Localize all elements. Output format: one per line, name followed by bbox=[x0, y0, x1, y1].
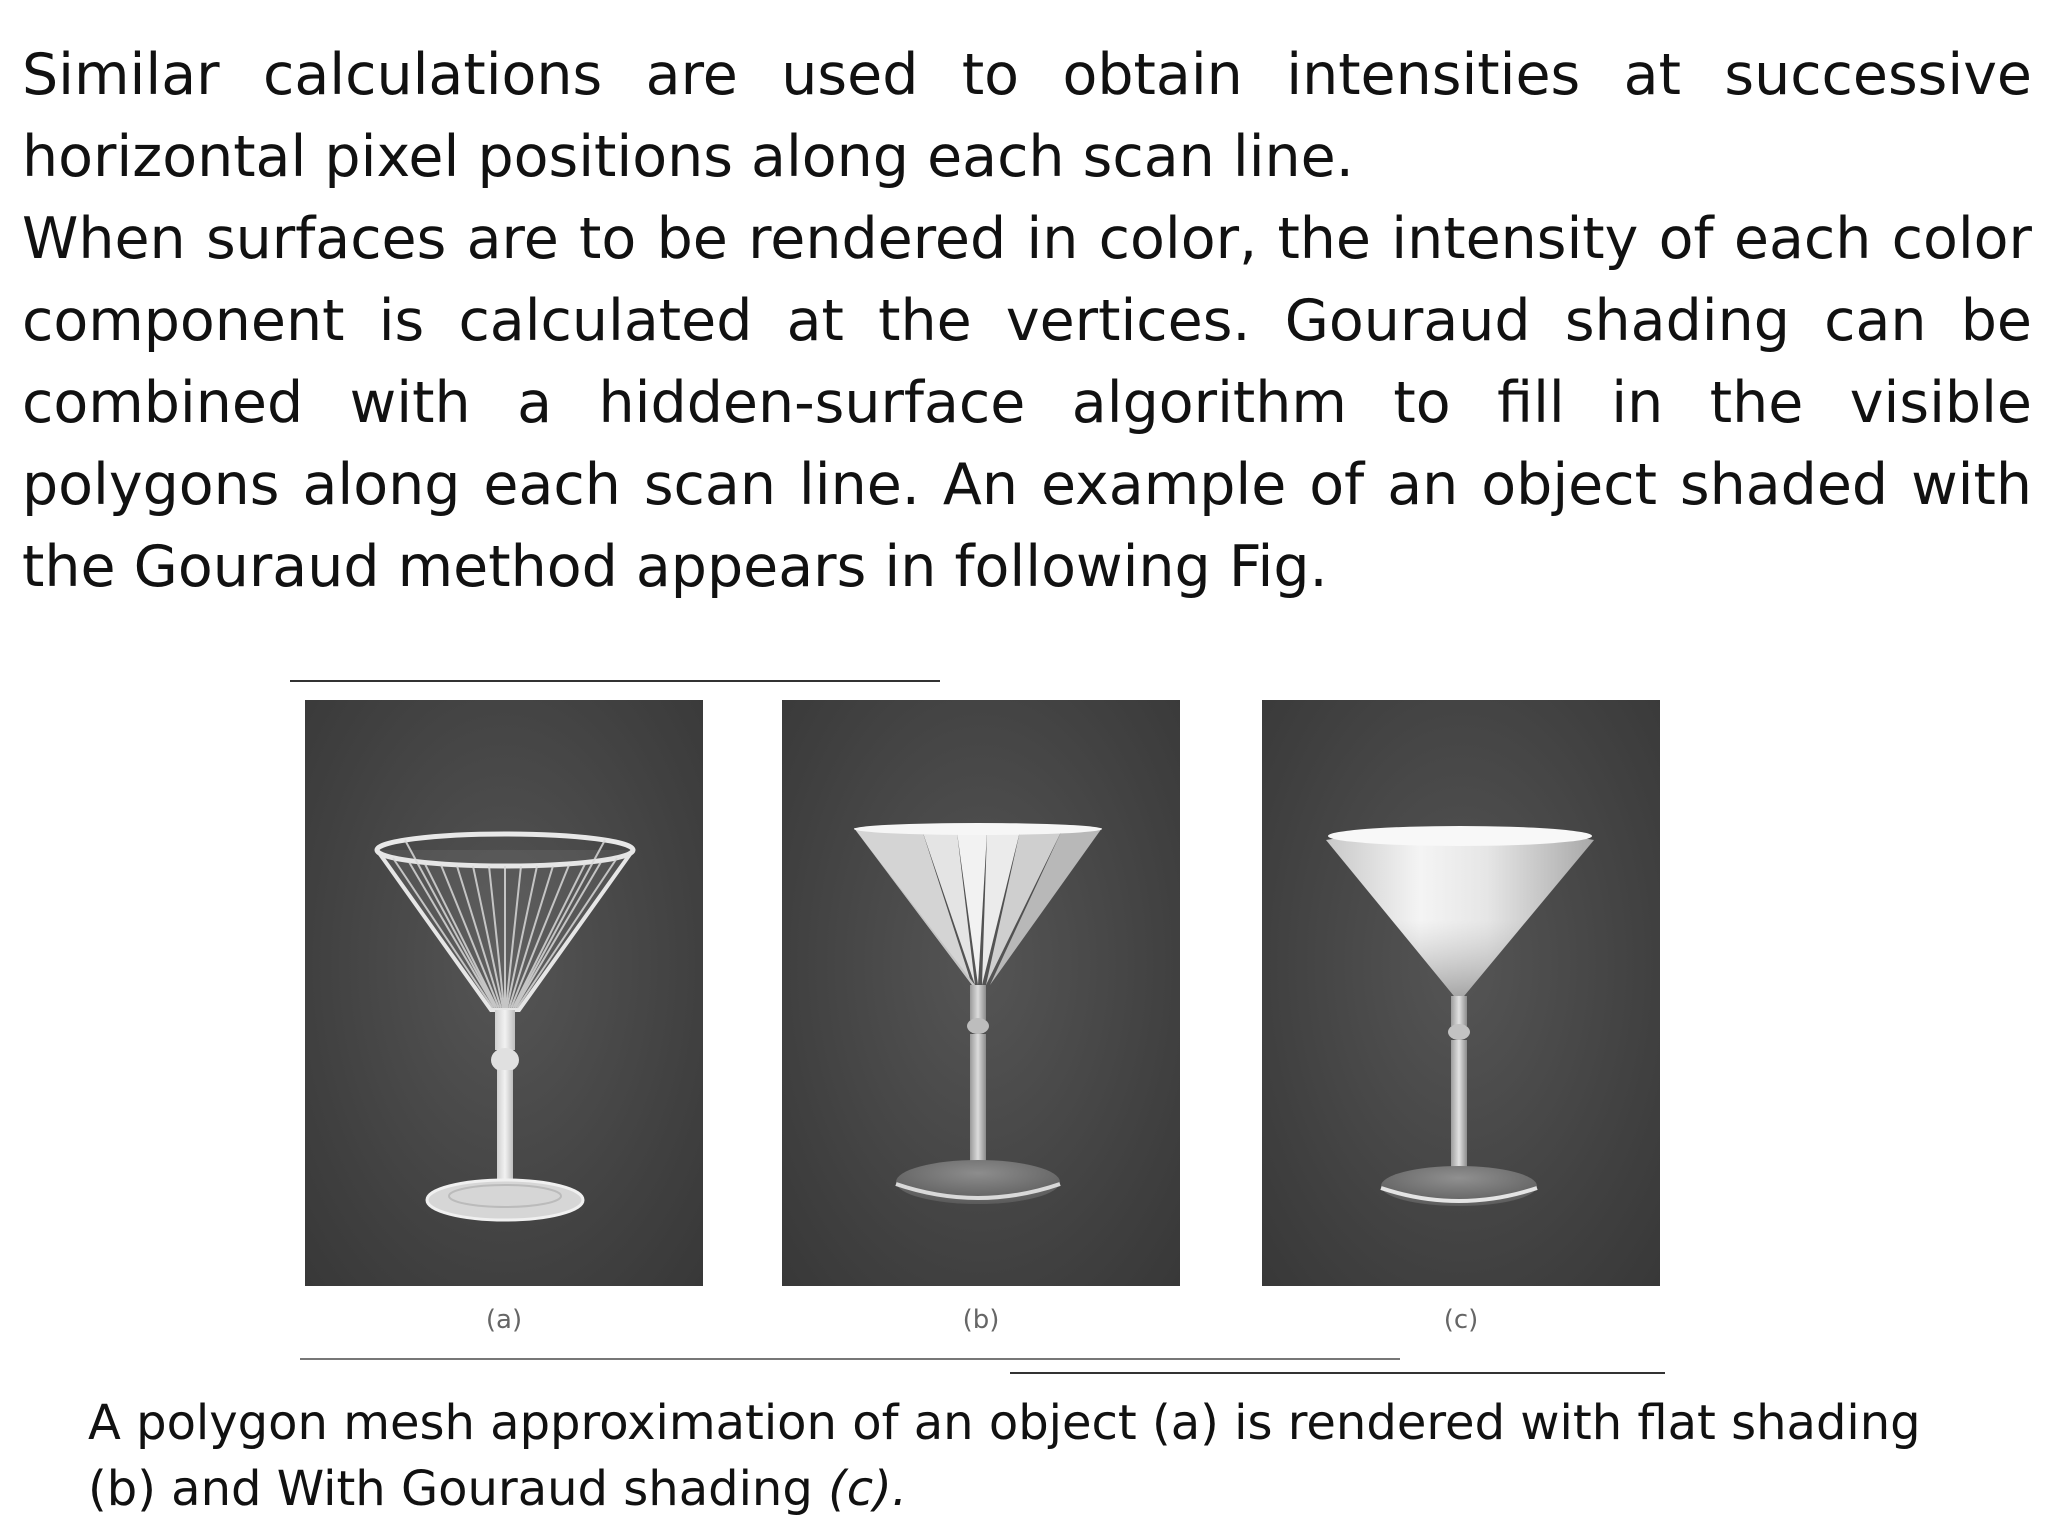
figure-bottom-rule-right bbox=[1010, 1372, 1665, 1374]
figure-panel-a bbox=[305, 700, 703, 1286]
wireframe-glass-image bbox=[305, 700, 703, 1286]
gouraud-shaded-glass-image bbox=[1262, 700, 1660, 1286]
figure-panel-b bbox=[782, 700, 1180, 1286]
figure-caption bbox=[88, 1390, 1988, 1522]
figure-top-rule bbox=[290, 680, 940, 682]
paragraph-1: Similar calculations are used to obtain intensities at successive horizontal pixel positions along each scan line. bbox=[22, 42, 2032, 190]
caption-text: A polygon mesh approximation of an object (a) is rendered with flat shading (b) and With Gouraud shading bbox=[88, 1395, 1921, 1517]
figure-panel-c bbox=[1262, 700, 1660, 1286]
paragraph-2: When surfaces are to be rendered in color, the intensity of each color component is calculated at the vertices. Gouraud shading can be combined with a hidden-surface algorithm to fill in the visible polygons along each scan line. An example of an object shaded with the Gouraud method appears in following Fig. bbox=[22, 206, 2032, 600]
caption-italic-text: (c). bbox=[828, 1461, 908, 1517]
panel-label-c: (c) bbox=[1443, 1305, 1479, 1335]
figure bbox=[0, 660, 2048, 1380]
panel-label-a: (a) bbox=[485, 1305, 523, 1335]
flat-shaded-glass-image bbox=[782, 700, 1180, 1286]
figure-bottom-rule-left bbox=[300, 1358, 1400, 1360]
panel-label-b: (b) bbox=[962, 1305, 1000, 1335]
body-text bbox=[22, 34, 2032, 608]
